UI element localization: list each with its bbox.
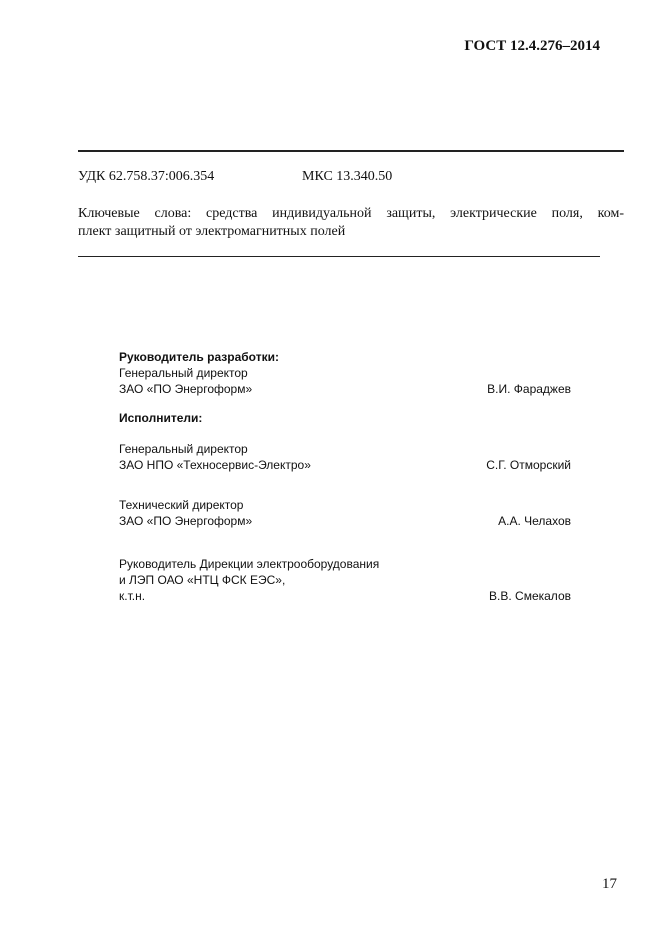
executor-name: С.Г. Отморский [486,458,571,472]
document-code: ГОСТ 12.4.276–2014 [464,38,600,54]
mks-code: МКС 13.340.50 [302,169,393,184]
udk-code: УДК 62.758.37:006.354 [78,169,215,184]
development-lead-name: В.И. Фараджев [487,382,571,396]
keywords-line-2: плект защитный от электромагнитных полей [78,224,346,239]
development-lead-organization: ЗАО «ПО Энергоформ» [119,382,253,396]
executor-position: Генеральный директор [119,442,248,456]
executors-heading-block [119,410,571,426]
executor-row [119,513,571,529]
keywords-line-1: Ключевые слова: средства индивидуальной защиты, электрические поля, ком- [78,206,624,221]
bottom-divider [78,256,600,257]
executor-name: А.А. Челахов [498,514,571,528]
executor-block-1 [119,441,571,473]
executor-organization: ЗАО НПО «Техносервис-Электро» [119,458,311,472]
executor-name: В.В. Смекалов [489,589,571,603]
page-number: 17 [602,876,617,892]
development-lead-heading: Руководитель разработки: [119,350,279,364]
executor-block-2 [119,497,571,529]
executor-block-3 [119,556,571,604]
development-lead-block [119,349,571,397]
executors-heading: Исполнители: [119,411,203,425]
executor-organization: и ЛЭП ОАО «НТЦ ФСК ЕЭС», [119,573,286,587]
executor-degree: к.т.н. [119,589,146,603]
development-lead-row [119,381,571,397]
development-lead-position: Генеральный директор [119,366,248,380]
executor-row [119,457,571,473]
executor-position: Технический директор [119,498,244,512]
executor-row [119,588,571,604]
top-divider [78,150,624,152]
keywords-paragraph [78,205,624,241]
executor-position: Руководитель Дирекции электрооборудования [119,557,380,571]
executor-organization: ЗАО «ПО Энергоформ» [119,514,253,528]
